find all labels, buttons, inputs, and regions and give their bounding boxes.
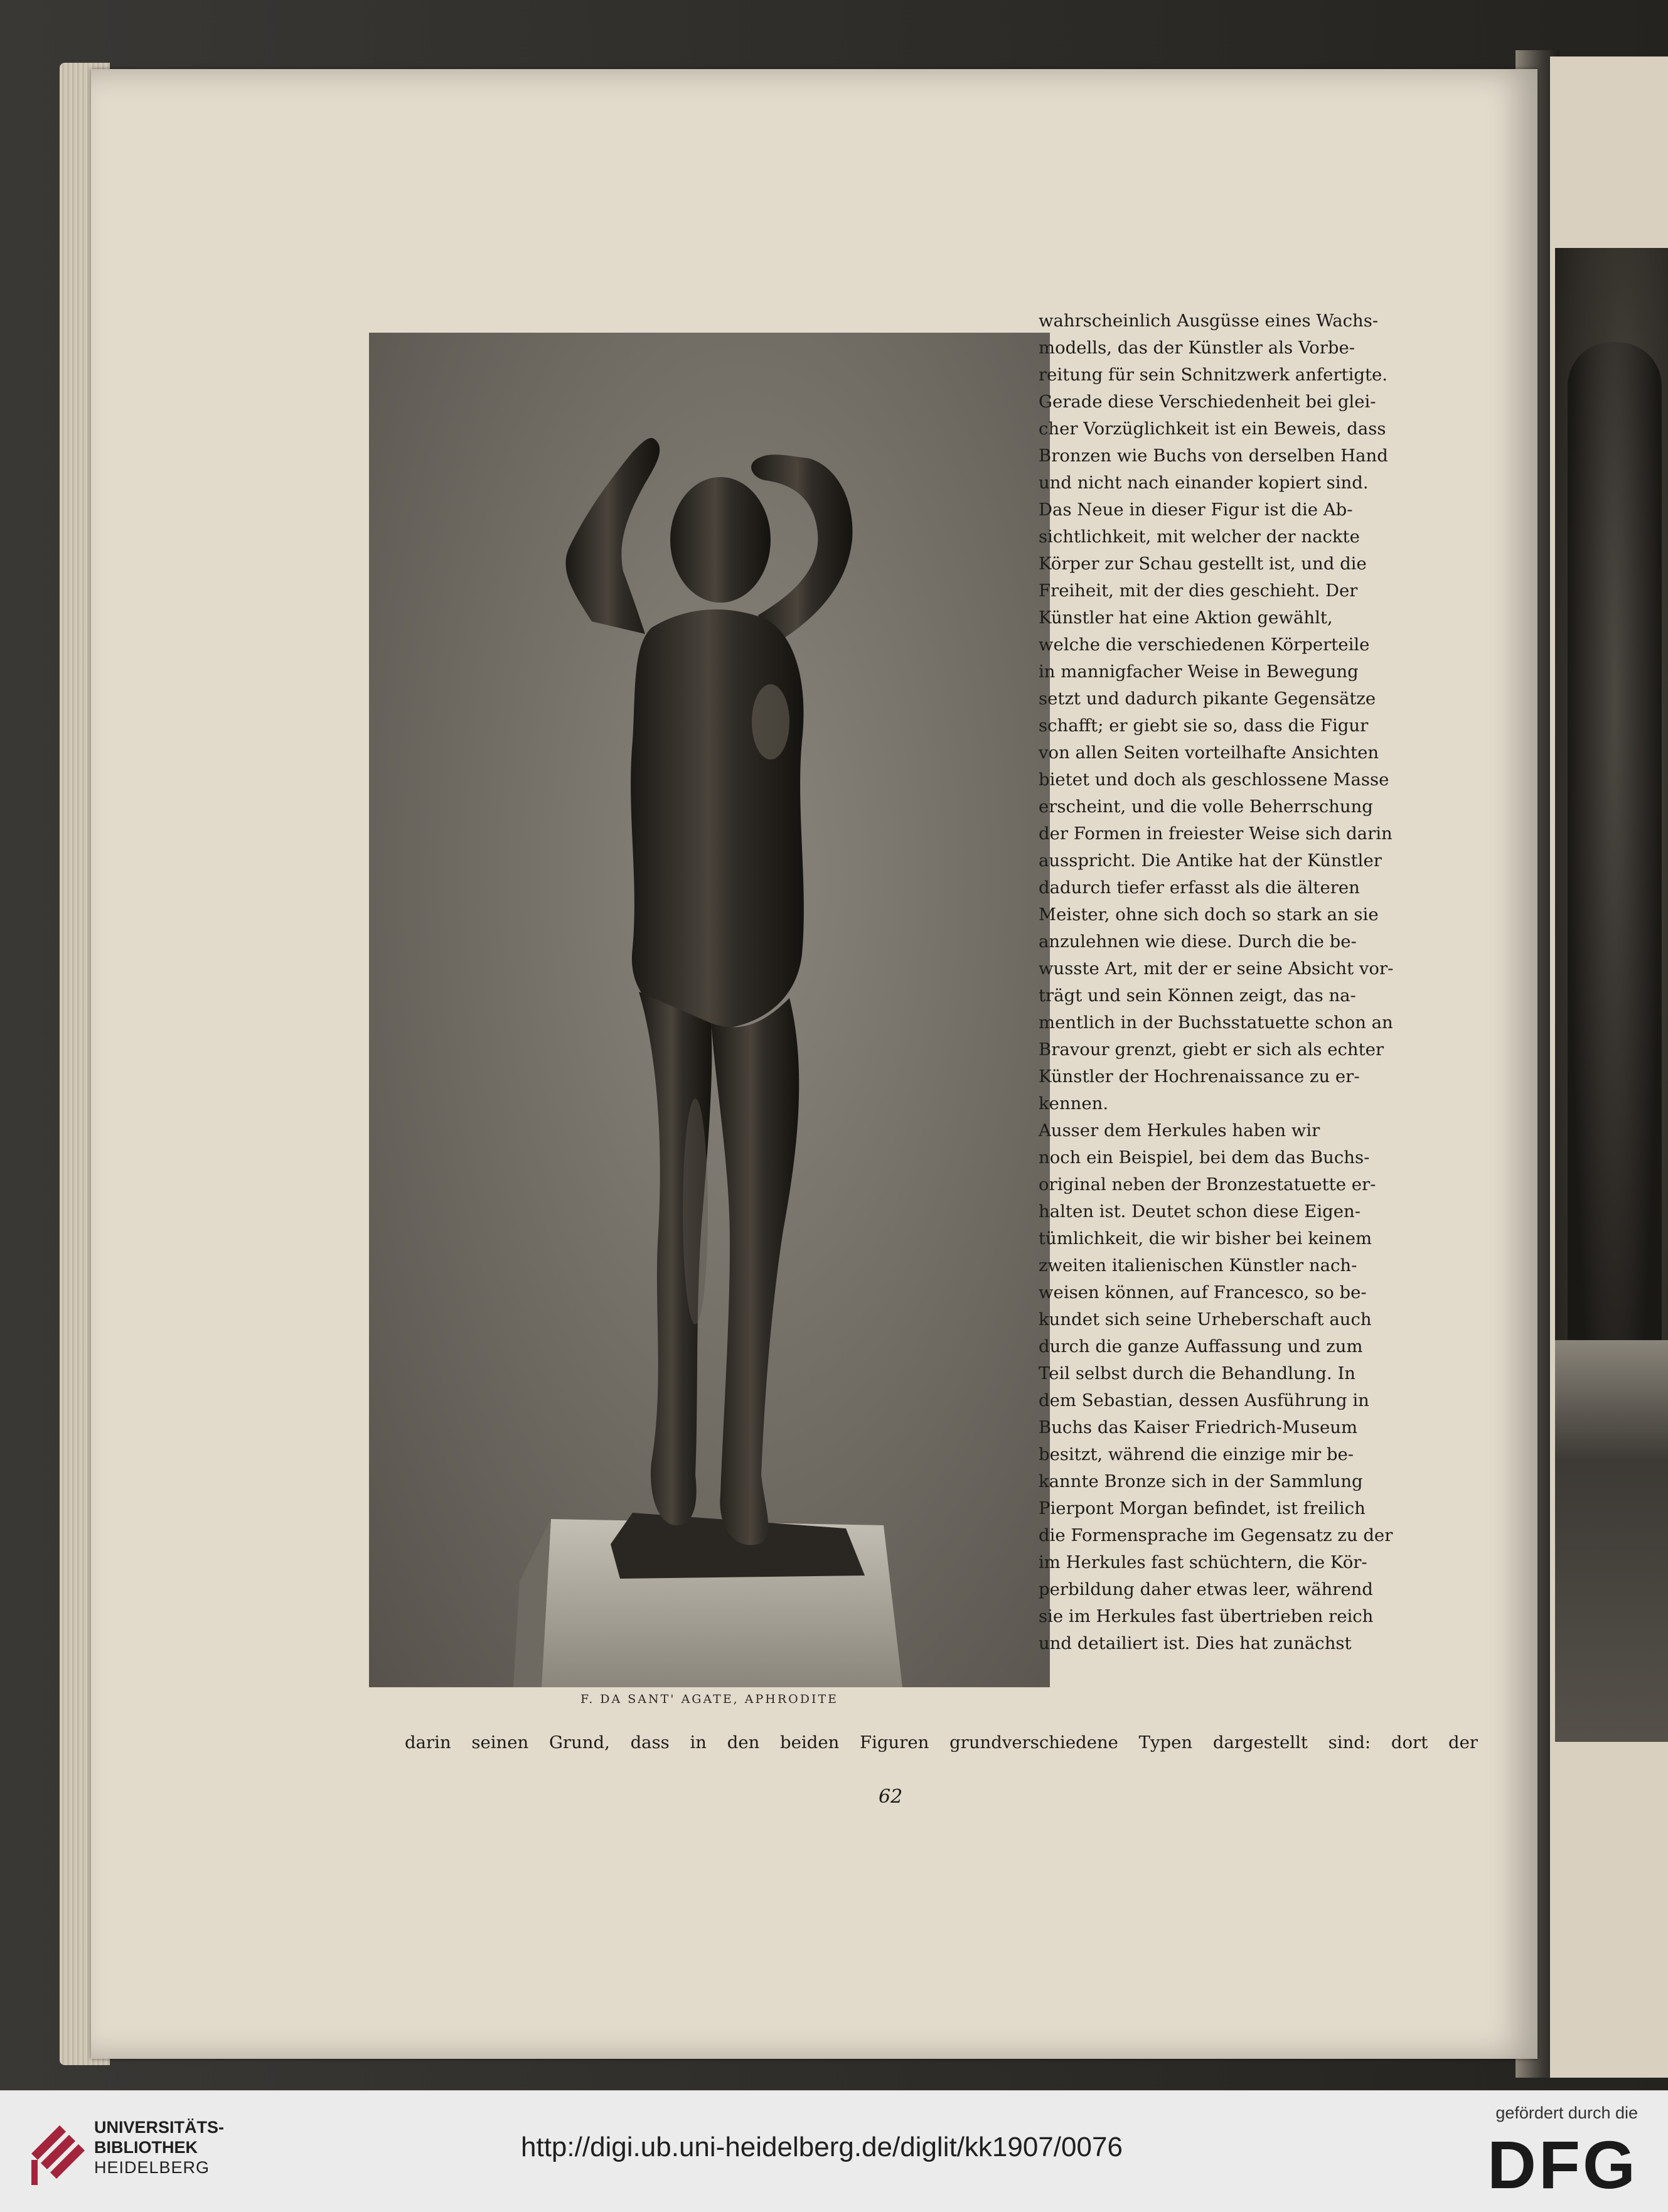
text-column xyxy=(1039,308,1478,1657)
text-line: halten ist. Deutet schon diese Eigen- xyxy=(1039,1201,1361,1221)
text-line: bietet und doch als geschlossene Masse xyxy=(1039,770,1389,790)
text-line: durch die ganze Auffassung und zum xyxy=(1039,1336,1363,1356)
uni-name-line3: HEIDELBERG xyxy=(94,2158,210,2177)
text-line: setzt und dadurch pikante Gegensätze xyxy=(1039,689,1376,709)
funded-by-label: gefördert durch die xyxy=(1495,2103,1638,2122)
text-line: wusste Art, mit der er seine Absicht vor- xyxy=(1039,958,1394,979)
leg-highlight xyxy=(683,1098,708,1324)
university-logo-icon[interactable] xyxy=(25,2116,88,2191)
text-line: Bravour grenzt, giebt er sich als echter xyxy=(1039,1039,1384,1060)
text-line: in mannigfacher Weise in Bewegung xyxy=(1039,662,1359,682)
text-line: und nicht nach einander kopiert sind. xyxy=(1039,473,1369,493)
text-line: perbildung daher etwas leer, während xyxy=(1039,1579,1373,1599)
text-line: Freiheit, mit der dies geschieht. Der xyxy=(1039,581,1358,601)
facing-page-photo xyxy=(1555,248,1668,1742)
university-name[interactable] xyxy=(94,2117,224,2177)
aphrodite-photo xyxy=(369,333,1050,1687)
text-line: sichtlichkeit, mit welcher der nackte xyxy=(1039,527,1360,547)
text-line: kennen. xyxy=(1039,1093,1109,1114)
text-line: im Herkules fast schüchtern, die Kör- xyxy=(1039,1552,1367,1572)
facing-statue-base xyxy=(1555,1340,1668,1742)
text-line: der Formen in freiester Weise sich darin xyxy=(1039,824,1393,844)
text-line: die Formensprache im Gegensatz zu der xyxy=(1039,1525,1393,1545)
text-line: wahrscheinlich Ausgüsse eines Wachs- xyxy=(1039,311,1379,331)
text-line: weisen können, auf Francesco, so be- xyxy=(1039,1282,1367,1302)
text-line: mentlich in der Buchsstatuette schon an xyxy=(1039,1012,1393,1033)
text-line: welche die verschiedenen Körperteile xyxy=(1039,635,1370,655)
text-line: Künstler hat eine Aktion gewählt, xyxy=(1039,608,1333,628)
text-line: Bronzen wie Buchs von derselben Hand xyxy=(1039,446,1388,466)
text-line: tümlichkeit, die wir bisher bei keinem xyxy=(1039,1228,1372,1248)
text-line: kundet sich seine Urheberschaft auch xyxy=(1039,1309,1372,1329)
text-line: erscheint, und die volle Beherrschung xyxy=(1039,797,1373,817)
text-line: noch ein Beispiel, bei dem das Buchs- xyxy=(1039,1147,1370,1168)
text-line: modells, das der Künstler als Vorbe- xyxy=(1039,338,1355,358)
text-line: trägt und sein Können zeigt, das na- xyxy=(1039,985,1356,1006)
text-line: kannte Bronze sich in der Sammlung xyxy=(1039,1471,1363,1491)
text-line: dem Sebastian, dessen Ausführung in xyxy=(1039,1390,1369,1410)
text-line: dadurch tiefer erfasst als die älteren xyxy=(1039,878,1360,898)
text-line: Gerade diese Verschiedenheit bei glei- xyxy=(1039,392,1376,412)
text-line: cher Vorzüglichkeit ist ein Beweis, dass xyxy=(1039,419,1386,439)
statue-illustration xyxy=(369,333,1050,1687)
text-line: Das Neue in dieser Figur ist die Ab- xyxy=(1039,500,1353,520)
text-line: besitzt, während die einzige mir be- xyxy=(1039,1444,1354,1464)
footer-bar xyxy=(0,2090,1668,2212)
torso-highlight xyxy=(752,684,789,760)
text-line: Buchs das Kaiser Friedrich-Museum xyxy=(1039,1417,1358,1437)
aphrodite-figure xyxy=(565,438,852,1545)
permalink-url[interactable]: http://digi.ub.uni-heidelberg.de/diglit/kk1907/0076 xyxy=(521,2132,1123,2162)
text-line: Pierpont Morgan befindet, ist freilich xyxy=(1039,1498,1366,1518)
text-line: von allen Seiten vorteilhafte Ansichten xyxy=(1039,743,1379,763)
uni-name-line1: UNIVERSITÄTS- xyxy=(94,2118,225,2137)
uni-name-line2: BIBLIOTHEK xyxy=(94,2138,198,2157)
text-line: Künstler der Hochrenaissance zu er- xyxy=(1039,1066,1360,1087)
text-line: und detailiert ist. Dies hat zunächst xyxy=(1039,1633,1352,1653)
page-number: 62 xyxy=(879,1786,903,1808)
text-line: schafft; er giebt sie so, dass die Figur xyxy=(1039,716,1369,736)
text-line: reitung für sein Schnitzwerk anfertigte. xyxy=(1039,365,1388,385)
text-line: Meister, ohne sich doch so stark an sie xyxy=(1039,905,1379,925)
photo-caption: F. DA SANT' AGATE, APHRODITE xyxy=(580,1692,839,1706)
text-line: ausspricht. Die Antike hat der Künstler xyxy=(1039,851,1382,871)
text-line: sie im Herkules fast übertrieben reich xyxy=(1039,1606,1374,1626)
text-line: Körper zur Schau gestellt ist, und die xyxy=(1039,554,1367,574)
text-line: Ausser dem Herkules haben wir xyxy=(1039,1120,1320,1141)
text-line: zweiten italienischen Künstler nach- xyxy=(1039,1255,1357,1275)
bottom-text-line: darin seinen Grund, dass in den beiden Figuren grundverschiedene Typen dargestellt sind: dort der xyxy=(405,1732,1478,1753)
text-line: Teil selbst durch die Behandlung. In xyxy=(1039,1363,1356,1383)
text-line: anzulehnen wie diese. Durch die be- xyxy=(1039,932,1357,952)
text-line: original neben der Bronzestatuette er- xyxy=(1039,1174,1376,1195)
dfg-logo[interactable]: DFG xyxy=(1487,2127,1638,2203)
